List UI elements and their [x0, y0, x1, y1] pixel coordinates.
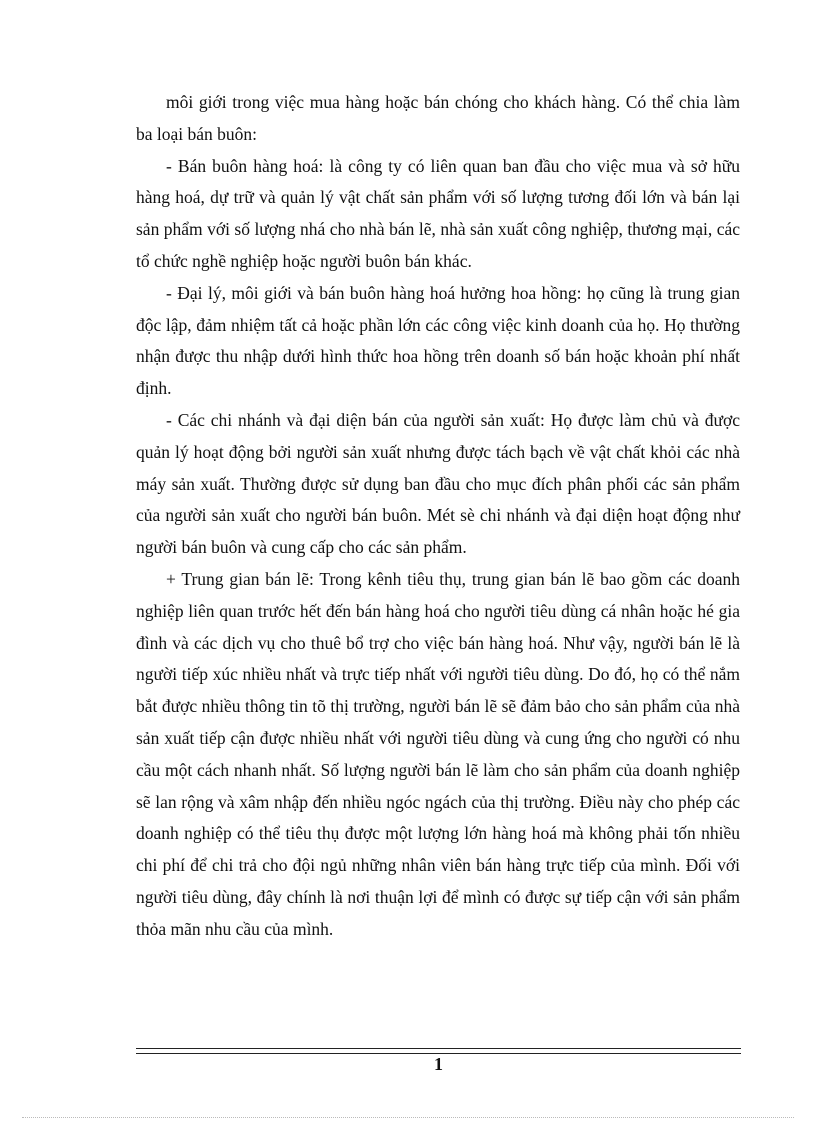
- paragraph-wholesale-intro: môi giới trong việc mua hàng hoặc bán chóng cho khách hàng. Có thể chia làm ba loại bán buôn:: [136, 92, 740, 144]
- paragraph-agents-brokers: - Đại lý, môi giới và bán buôn hàng hoá hưởng hoa hồng: họ cũng là trung gian độc lập, đảm nhiệm tất cả hoặc phần lớn các công việc kinh doanh của họ. Họ thường nhận được thu nhập dưới hình thức hoa hồng trên doanh số bán hoặc khoản phí nhất định.: [136, 282, 740, 399]
- paragraph-manufacturer-branches: - Các chi nhánh và đại diện bán của người sản xuất: Họ được làm chủ và được quản lý hoạt động bởi người sản xuất nhưng được tách bạch về vật chất khỏi các nhà máy sản xuất. Thường được sử dụng ban đầu cho mục đích phân phối các sản phẩm của người sản xuất cho người bán buôn. Mét sè chi nhánh và đại diện hoạt động như người bán buôn và cung cấp cho các sản phẩm.: [136, 409, 740, 558]
- page-number: 1: [434, 1054, 443, 1074]
- page-edge-dotted-line: [22, 1117, 794, 1118]
- paragraph-merchant-wholesalers: - Bán buôn hàng hoá: là công ty có liên quan ban đầu cho việc mua và sở hữu hàng hoá, dự trữ và quản lý vật chất sản phẩm với số lượng tương đối lớn và bán lại sản phẩm với số lượng nhá cho nhà bán lẽ, nhà sản xuất công nghiệp, thương mại, các tổ chức nghề nghiệp hoặc người buôn bán khác.: [136, 155, 740, 271]
- paragraph-retail-intermediaries: + Trung gian bán lẽ: Trong kênh tiêu thụ, trung gian bán lẽ bao gồm các doanh nghiệp liên quan trước hết đến bán hàng hoá cho người tiêu dùng cá nhân hoặc hé gia đình và các dịch vụ cho thuê bổ trợ cho việc bán hàng hoá. Như vậy, người bán lẽ là người tiếp xúc nhiều nhất và trực tiếp nhất với người tiêu dùng. Do đó, họ có thể nắm bắt được nhiều thông tin tõ thị trường, người bán lẽ sẽ đảm bảo cho sản phẩm của nhà sản xuất tiếp cận được nhiều nhất với người tiêu dùng và cung ứng cho người có nhu cầu một cách nhanh nhất. Số lượng người bán lẽ làm cho sản phẩm của doanh nghiệp sẽ lan rộng và xâm nhập đến nhiều ngóc ngách của thị trường. Điều này cho phép các doanh nghiệp có thể tiêu thụ được một lượng lớn hàng hoá mà không phải tốn nhiều chi phí để chi trả cho đội ngủ những nhân viên bán hàng trực tiếp của mình. Đối với người tiêu dùng, đây chính là nơi thuận lợi để mình có được sự tiếp cận với sản phẩm thỏa mãn nhu cầu của mình.: [136, 568, 740, 939]
- body-text: [136, 87, 740, 946]
